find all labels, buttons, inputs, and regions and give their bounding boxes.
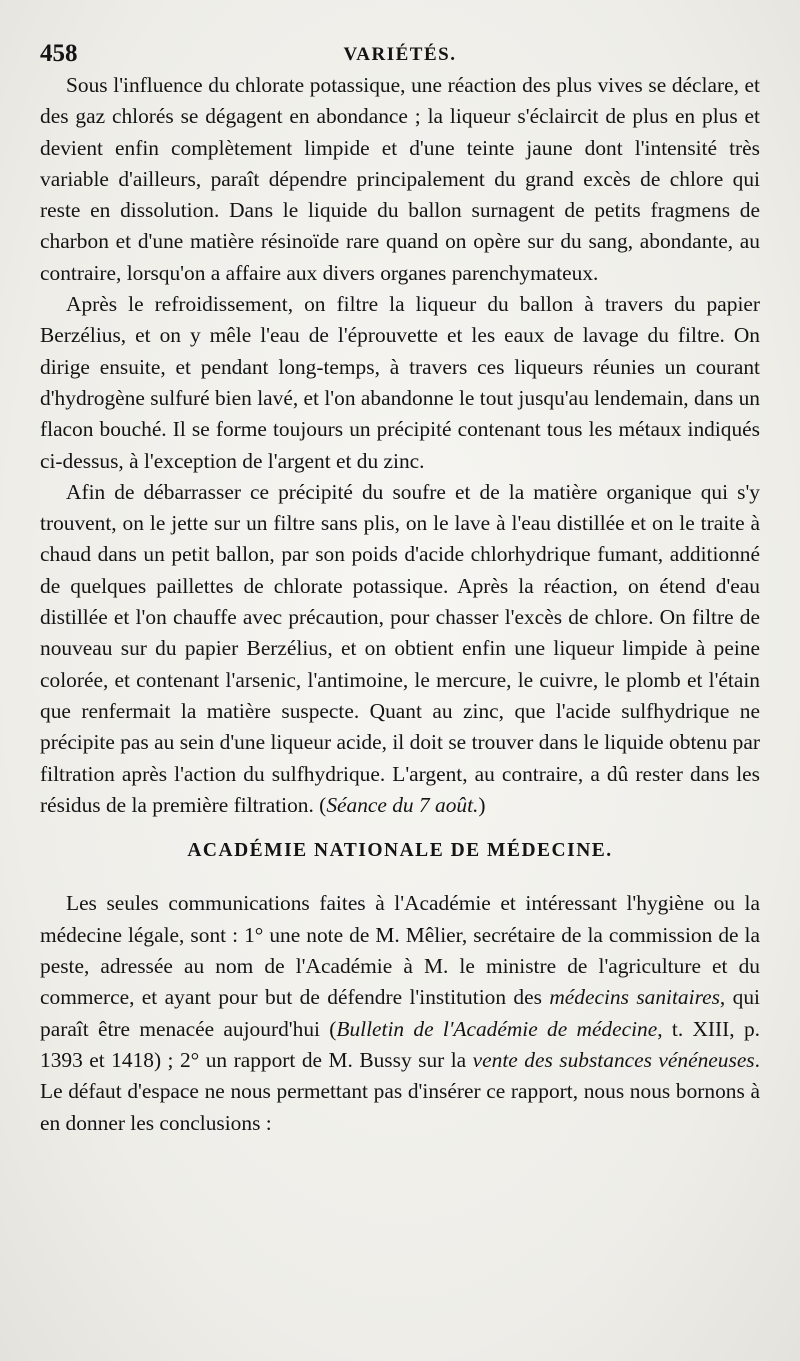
italic-medecins-sanitaires: médecins sanitaires: [549, 985, 720, 1010]
paragraph-3-text: Afin de débarrasser ce précipité du soufre et de la matière organique qui s'y trouvent, on le jette sur un filtre sans plis, on le lave à l'eau distillée et on le traite à chaud dans un petit ballon, par son poids d'acide chlorhydrique fumant, additionné de quelques paillettes de chlorate potassique. Après la réaction, on étend d'eau distillée et l'on chauffe avec précaution, pour chasser l'excès de chlore. On filtre de nouveau sur du papier Berzélius, et on obtient enfin une liqueur limpide à peine colorée, et contenant l'arsenic, l'antimoine, le mercure, le cuivre, le plomb et l'étain que renfermait la matière suspecte. Quant au zinc, que l'acide sulfhydrique ne précipite pas au sein d'une liqueur acide, il doit se trouver dans le liquide obtenu par filtration après l'action du sulfhydrique. L'argent, au contraire, a dû rester dans les résidus de la première filtration.: [40, 479, 760, 817]
session-citation: Séance du 7 août.: [326, 792, 479, 817]
running-title: VARIÉTÉS.: [343, 44, 457, 65]
paragraph-1: Sous l'influence du chlorate potassique, une réaction des plus vives se déclare, et des gaz chlorés se dégagent en abondance ; la liqueur s'éclaircit de plus en plus et devient enfin complètement limpide et d'une teinte jaune dont l'intensité très variable d'ailleurs, paraît dépendre principalement du grand excès de chlore qui reste en dissolution. Dans le liquide du ballon surnagent de petits fragmens de charbon et d'une matière résinoïde rare quand on opère sur du sang, abondante, au contraire, lorsqu'on a affaire aux divers organes parenchymateux.: [40, 73, 760, 285]
paragraph-3: Afin de débarrasser ce précipité du soufre et de la matière organique qui s'y trouvent, on le jette sur un filtre sans plis, on le lave à l'eau distillée et on le traite à chaud dans un petit ballon, par son poids d'acide chlorhydrique fumant, additionné de quelques paillettes de chlorate potassique. Après la réaction, on étend d'eau distillée et l'on chauffe avec précaution, pour chasser l'excès de chlore. On filtre de nouveau sur du papier Berzélius, et on obtient enfin une liqueur limpide à peine colorée, et contenant l'arsenic, l'antimoine, le mercure, le cuivre, le plomb et l'étain que renfermait la matière suspecte. Quant au zinc, que l'acide sulfhydrique ne précipite pas au sein d'une liqueur acide, il doit se trouver dans le liquide obtenu par filtration après l'action du sulfhydrique. L'argent, au contraire, a dû rester dans les résidus de la première filtration. (Séance du 7 août.): [40, 479, 760, 817]
page-number: 458: [40, 40, 78, 67]
paragraph-4-part-a: Les seules communications faites à l'Académie et intéressant l'hygiène ou la médecine légale, sont : 1° une note de M. Mêlier, secrétaire de la commission de la peste, adressée au nom de l'Académie à M. le ministre de l'agriculture et du commerce, et ayant pour but de défendre l'institution des: [40, 891, 760, 1010]
italic-bulletin-title: Bulletin de l'Académie de médecine: [336, 1016, 658, 1041]
paragraph-4-part-d: . Le défaut d'espace ne nous permettant pas d'insérer ce rapport, nous nous bornons à en donner les conclusions :: [40, 1047, 760, 1135]
italic-vente-substances: vente des substances vénéneuses: [472, 1047, 755, 1072]
running-header: [40, 32, 760, 70]
paragraph-2: Après le refroidissement, on filtre la liqueur du ballon à travers du papier Berzélius, et on y mêle l'eau de l'éprouvette et les eaux de lavage du filtre. On dirige ensuite, et pendant long-temps, à travers ces liqueurs réunies un courant d'hydrogène sulfuré bien lavé, et l'on abandonne le tout jusqu'au lendemain, dans un flacon bouché. Il se forme toujours un précipité contenant tous les métaux indiqués ci-dessus, à l'exception de l'argent et du zinc.: [40, 292, 760, 473]
body-text: [40, 70, 760, 1139]
paragraph-4: [40, 888, 760, 1138]
section-heading: ACADÉMIE NATIONALE DE MÉDECINE.: [187, 840, 613, 862]
paragraph-4-part-c: , t. XIII, p. 1393 et 1418) ; 2° un rapport de M. Bussy sur la: [40, 1016, 760, 1072]
paragraph-4-part-b: , qui paraît être menacée aujourd'hui (: [40, 985, 760, 1041]
